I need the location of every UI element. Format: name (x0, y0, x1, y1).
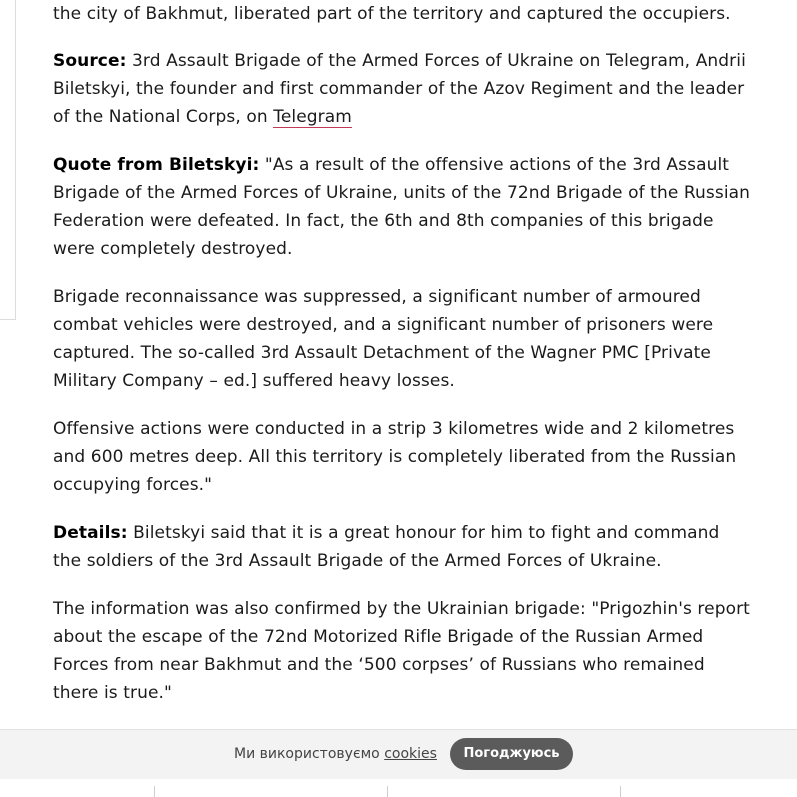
confirmation-text: The information was also confirmed by the Ukrainian brigade: "Prigozhin's report about the escape of the 72nd Motorized Rifle Brigade of the Russian Armed Forces from near Bakhmut and the ‘500 corpses’ of Russians who remained there is true." (53, 599, 750, 703)
sidebar-border (0, 0, 16, 320)
confirmation-paragraph (53, 595, 753, 707)
cookie-banner (0, 729, 797, 779)
footer-divider (154, 786, 155, 797)
footer-divider (620, 786, 621, 797)
article-body (53, 0, 753, 727)
source-label: Source: (53, 51, 127, 71)
quote-text-2: Brigade reconnaissance was suppressed, a significant number of armoured combat vehicles were destroyed, and a significant number of prisoners were captured. The so-called 3rd Assault Detachment of the Wagner PMC [Private Military Company – ed.] suffered heavy losses. (53, 287, 714, 391)
accept-cookies-button[interactable]: Погоджуюсь (450, 738, 573, 770)
quote-paragraph (53, 151, 753, 263)
telegram-link[interactable]: Telegram (273, 107, 352, 127)
cookie-notice-text: Ми використовуємо (234, 746, 385, 762)
details-text: Biletskyi said that it is a great honour for him to fight and command the soldiers of the 3rd Assault Brigade of the Armed Forces of Ukraine. (53, 523, 720, 571)
footer-divider (387, 786, 388, 797)
quote-label: Quote from Biletskyi: (53, 155, 260, 175)
source-text: 3rd Assault Brigade of the Armed Forces of Ukraine on Telegram, Andrii Biletskyi, the founder and first commander of the Azov Regiment and the leader of the National Corps, on (53, 51, 746, 127)
details-paragraph (53, 519, 753, 575)
quote-paragraph-3 (53, 415, 753, 499)
source-paragraph (53, 47, 753, 131)
intro-text: the city of Bakhmut, liberated part of the territory and captured the occupiers. (53, 4, 731, 24)
quote-text-3: Offensive actions were conducted in a strip 3 kilometres wide and 2 kilometres and 600 metres deep. All this territory is completely liberated from the Russian occupying forces." (53, 419, 737, 495)
quote-text: "As a result of the offensive actions of the 3rd Assault Brigade of the Armed Forces of Ukraine, units of the 72nd Brigade of the Russian Federation were defeated. In fact, the 6th and 8th companies of this brigade were completely destroyed. (53, 155, 751, 259)
details-label: Details: (53, 523, 128, 543)
cookies-link[interactable]: cookies (384, 746, 437, 762)
quote-paragraph-2 (53, 283, 753, 395)
intro-paragraph (53, 0, 753, 28)
cookie-notice (234, 744, 437, 764)
